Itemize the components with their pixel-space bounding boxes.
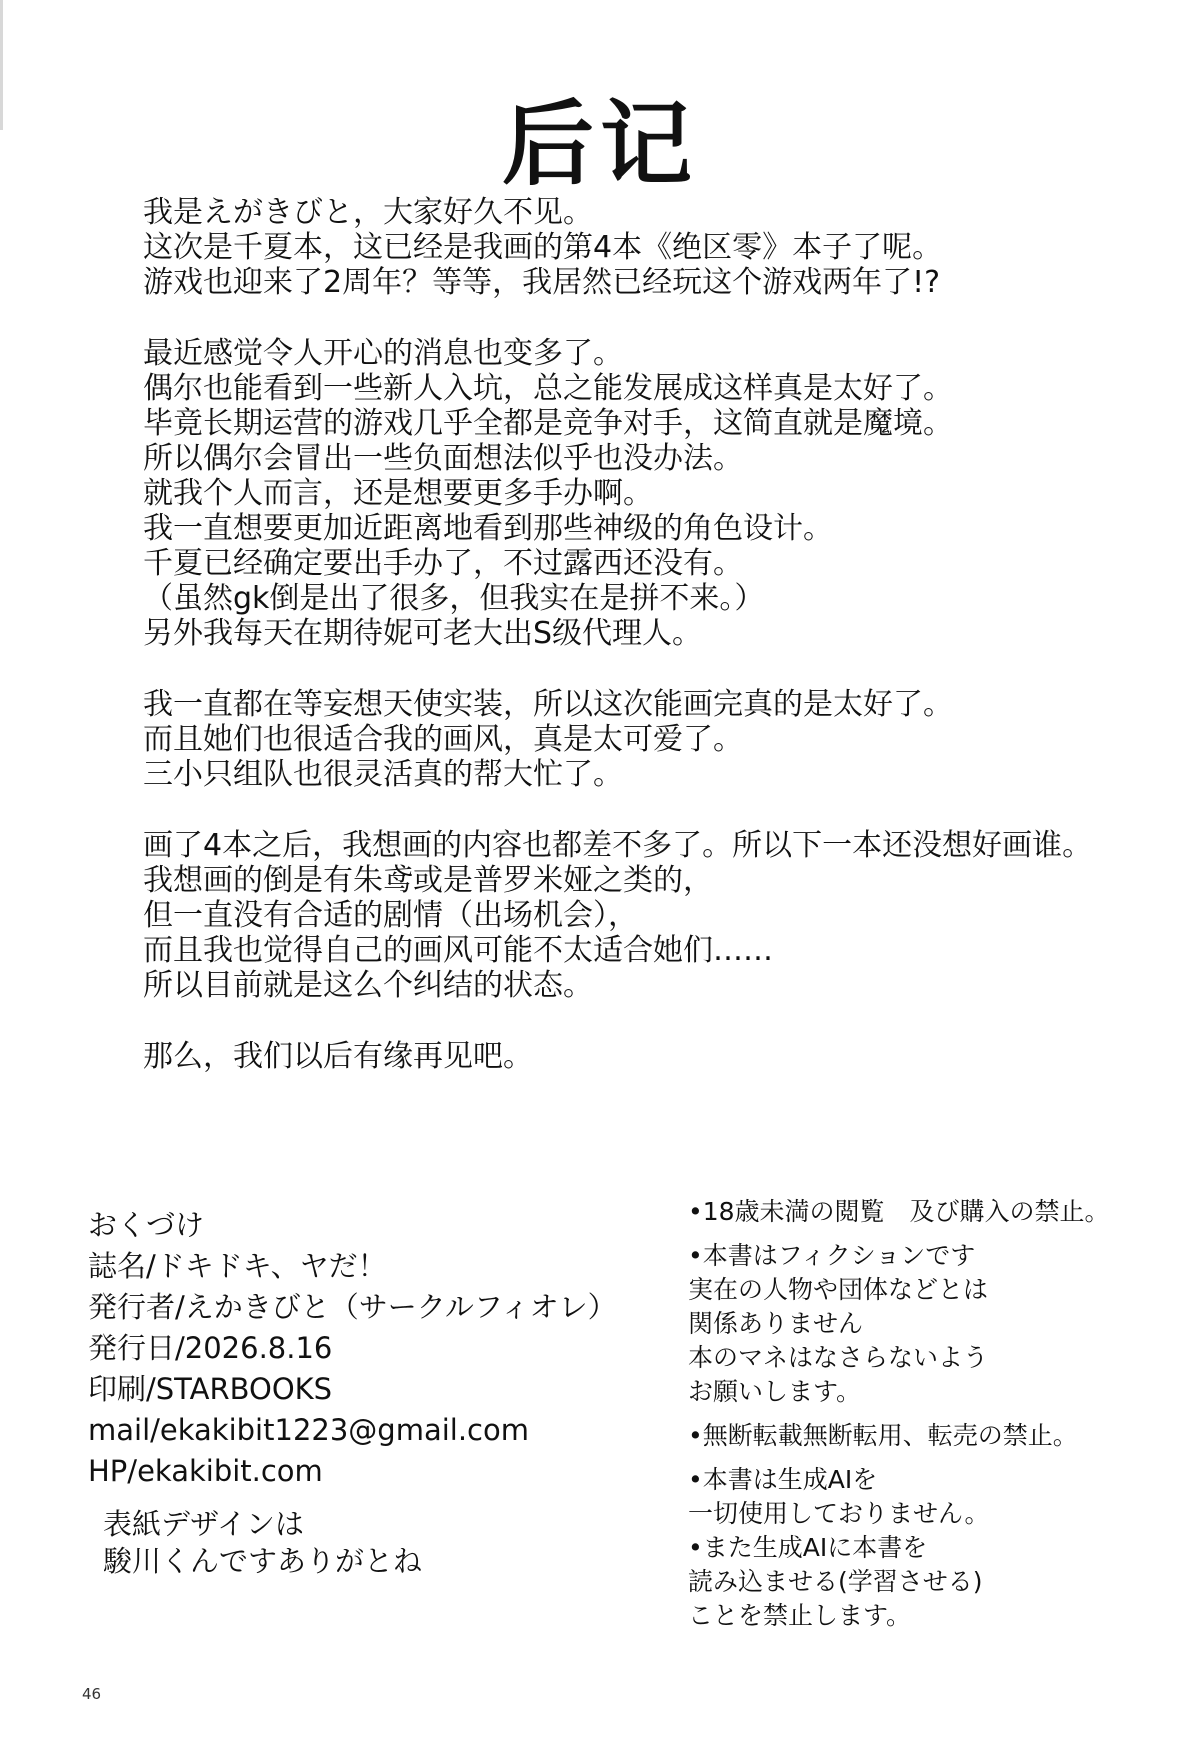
text-line: 游戏也迎来了2周年？等等，我居然已经玩这个游戏两年了!? [143,265,941,300]
text-line: 一切使用しておりません。 [688,1499,990,1528]
text-line: お願いします。 [688,1377,862,1406]
colophon-printer: 印刷/STARBOOKS [88,1372,333,1406]
text-line: 千夏已经确定要出手办了，不过露西还没有。 [143,546,743,581]
text-line: 就我个人而言，还是想要更多手办啊。 [143,476,653,511]
colophon-mail: mail/ekakibit1223@gmail.com [88,1413,529,1447]
paragraph [143,687,1143,792]
text-line: 所以偶尔会冒出一些负面想法似乎也没办法。 [143,441,743,476]
text-line: 関係ありません [688,1309,864,1338]
text-line: 另外我每天在期待妮可老大出S级代理人。 [143,616,703,651]
text-line: 三小只组队也很灵活真的帮大忙了。 [143,757,623,792]
text-line: 我想画的倒是有朱鸢或是普罗米娅之类的， [143,863,713,898]
text-line: ことを禁止します。 [688,1601,912,1630]
notice-fiction [688,1239,1188,1409]
text-line: 所以目前就是这么个纠结的状态。 [143,968,593,1003]
text-line: 表紙デザインは [103,1507,304,1541]
colophon-title: 誌名/ドキドキ、ヤだ！ [88,1249,387,1283]
text-line: 実在の人物や団体などとは [688,1275,989,1304]
text-line: 我是えがきびと，大家好久不见。 [143,195,593,230]
text-line: •本書はフィクションです [688,1241,976,1270]
cover-design-credit [103,1506,603,1580]
text-line: 駿川くんですありがとね [103,1544,423,1578]
paragraph [143,195,1143,300]
text-line: 最近感觉令人开心的消息也变多了。 [143,336,623,371]
notice-age-restriction [688,1195,1188,1229]
colophon-publisher: 発行者/えかきびと（サークルフィオレ） [88,1290,617,1324]
text-line: 毕竟长期运营的游戏几乎全都是竞争对手，这简直就是魔境。 [143,406,953,441]
afterword-body [143,195,1143,1110]
text-line: 我一直想要更加近距离地看到那些神级的角色设计。 [143,511,833,546]
text-line: 画了4本之后，我想画的内容也都差不多了。所以下一本还没想好画谁。 [143,828,1093,863]
text-line: 而且她们也很适合我的画风，真是太可爱了。 [143,722,743,757]
text-line: 本のマネはなさらないよう [688,1343,989,1372]
page-title: 后记 [501,91,698,198]
paragraph [143,336,1143,651]
paragraph [143,1039,1143,1074]
colophon-homepage: HP/ekakibit.com [88,1454,323,1488]
notice-ai [688,1463,1188,1633]
text-line: •本書は生成AIを [688,1465,878,1494]
text-line: 那么，我们以后有缘再见吧。 [143,1039,533,1074]
colophon [88,1205,648,1492]
text-line: 偶尔也能看到一些新人入坑，总之能发展成这样真是太好了。 [143,371,953,406]
notice-no-reproduction [688,1419,1188,1453]
paragraph [143,828,1143,1003]
text-line: •無断転載無断転用、転売の禁止。 [688,1421,1078,1450]
text-line: 我一直都在等妄想天使实装，所以这次能画完真的是太好了。 [143,687,953,722]
page-number: 46 [82,1685,102,1703]
text-line: 而且我也觉得自己的画风可能不太适合她们…… [143,933,773,968]
notices [688,1195,1188,1643]
colophon-heading: おくづけ [88,1208,205,1242]
text-line: 但一直没有合适的剧情（出场机会）， [143,898,638,933]
colophon-date: 発行日/2026.8.16 [88,1331,333,1365]
text-line: •また生成AIに本書を [688,1533,928,1562]
text-line: •18歳未満の閲覧 及び購入の禁止。 [688,1197,1110,1226]
text-line: 这次是千夏本，这已经是我画的第4本《绝区零》本子了呢。 [143,230,943,265]
text-line: （虽然gk倒是出了很多，但我实在是拼不来。） [143,581,765,616]
text-line: 読み込ませる(学習させる) [688,1567,983,1596]
